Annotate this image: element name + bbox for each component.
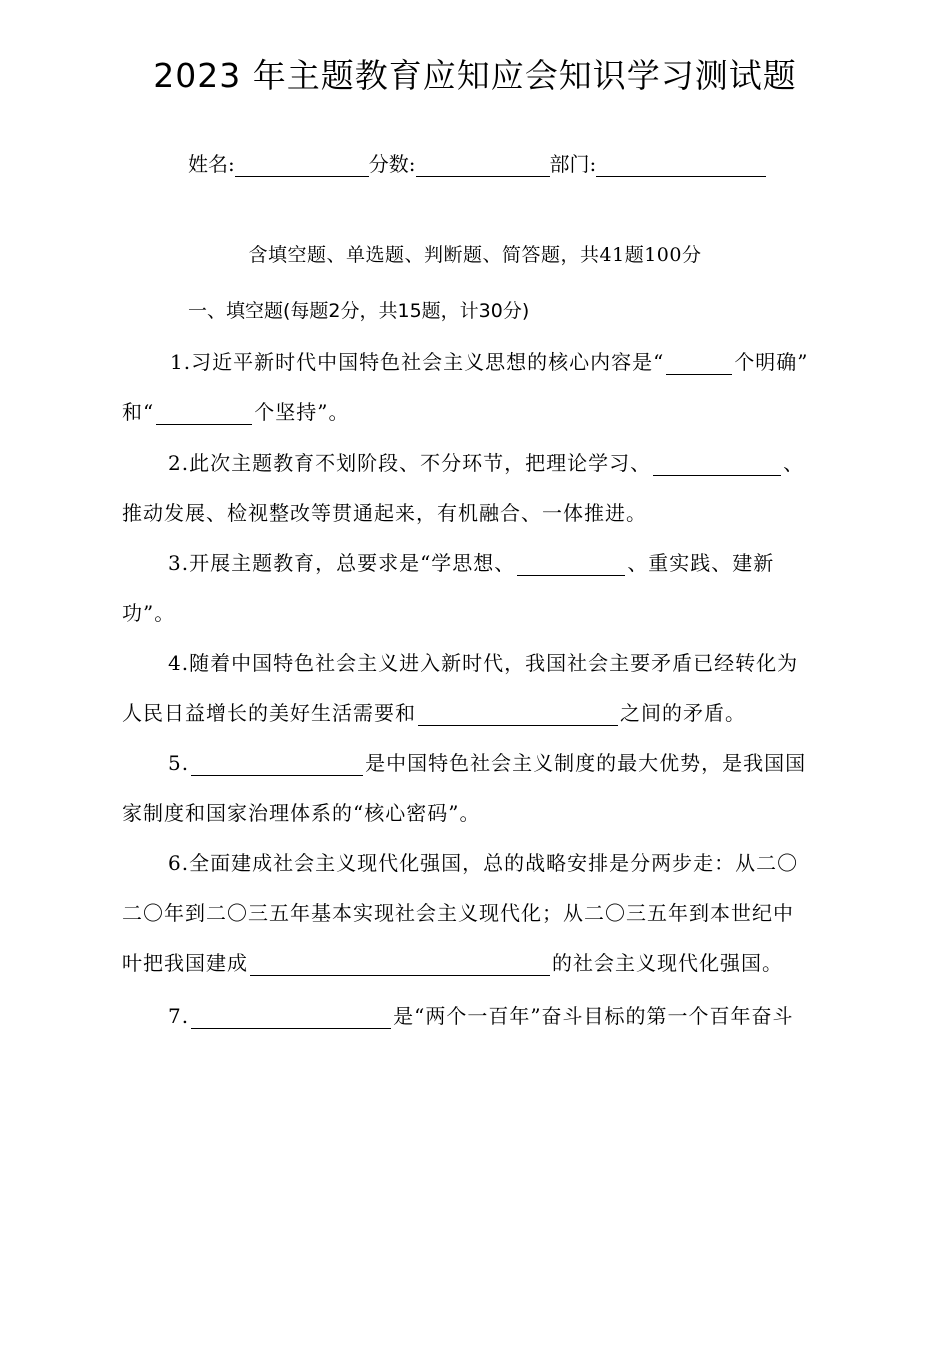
question-5-blank[interactable] [191,753,363,776]
question-1-line-2 [122,396,349,425]
question-2-text-a: 2.此次主题教育不划阶段、不分环节，把理论学习、 [168,451,652,475]
question-3-blank[interactable] [517,553,625,576]
question-1-line-1 [170,346,809,375]
section-heading: 一、填空题(每题2分，共15题，计30分) [188,300,530,322]
question-1-text-c: 和“ [122,400,155,424]
question-1-text-b: 个明确” [734,350,809,374]
question-3-line-2: 功”。 [122,601,176,625]
score-label: 分数: [368,152,416,176]
intro-text: 含填空题、单选题、判断题、简答题，共41题100分 [248,244,702,266]
question-3-text-b: 、重实践、建新 [627,551,775,575]
question-5-line-1 [168,747,806,776]
dept-label: 部门: [549,152,597,176]
question-7-blank[interactable] [191,1006,391,1029]
name-blank[interactable] [235,154,369,177]
dept-blank[interactable] [596,154,766,177]
question-6-line-1: 6.全面建成社会主义现代化强国，总的战略安排是分两步走：从二〇 [168,851,799,875]
question-2-blank[interactable] [653,453,781,476]
question-7-text-a: 7. [168,1004,190,1028]
question-7-line-1 [168,1000,794,1029]
question-1-text-d: 个坚持”。 [254,400,350,424]
question-2-text-b: 、 [783,451,805,475]
question-4-text-a: 人民日益增长的美好生活需要和 [122,701,416,725]
question-1-text-a: 1.习近平新时代中国特色社会主义思想的核心内容是“ [170,350,665,374]
question-4-blank[interactable] [418,703,618,726]
question-4-text-b: 之间的矛盾。 [620,701,746,725]
question-5-text-a: 5. [168,751,190,775]
question-7-text-b: 是“两个一百年”奋斗目标的第一个百年奋斗 [393,1004,794,1028]
question-4-line-1: 4.随着中国特色社会主义进入新时代，我国社会主要矛盾已经转化为 [168,651,799,675]
question-6-line-2: 二〇年到二〇三五年基本实现社会主义现代化；从二〇三五年到本世纪中 [122,901,794,925]
question-1-blank-a[interactable] [666,352,732,375]
document-title: 2023 年主题教育应知应会知识学习测试题 [153,56,797,95]
question-1-blank-b[interactable] [156,402,252,425]
question-6-text-b: 的社会主义现代化强国。 [552,951,783,975]
question-5-line-2: 家制度和国家治理体系的“核心密码”。 [122,801,481,825]
question-3-text-a: 3.开展主题教育，总要求是“学思想、 [168,551,516,575]
question-6-blank[interactable] [250,953,550,976]
question-2-line-2: 推动发展、检视整改等贯通起来，有机融合、一体推进。 [122,501,647,525]
name-label: 姓名: [188,152,235,176]
info-row [188,148,766,177]
score-blank[interactable] [416,154,550,177]
question-4-line-2 [122,697,746,726]
question-3-line-1 [168,547,774,576]
question-2-line-1 [168,447,804,476]
question-6-line-3 [122,947,783,976]
question-6-text-a: 叶把我国建成 [122,951,248,975]
question-5-text-b: 是中国特色社会主义制度的最大优势，是我国国 [365,751,807,775]
